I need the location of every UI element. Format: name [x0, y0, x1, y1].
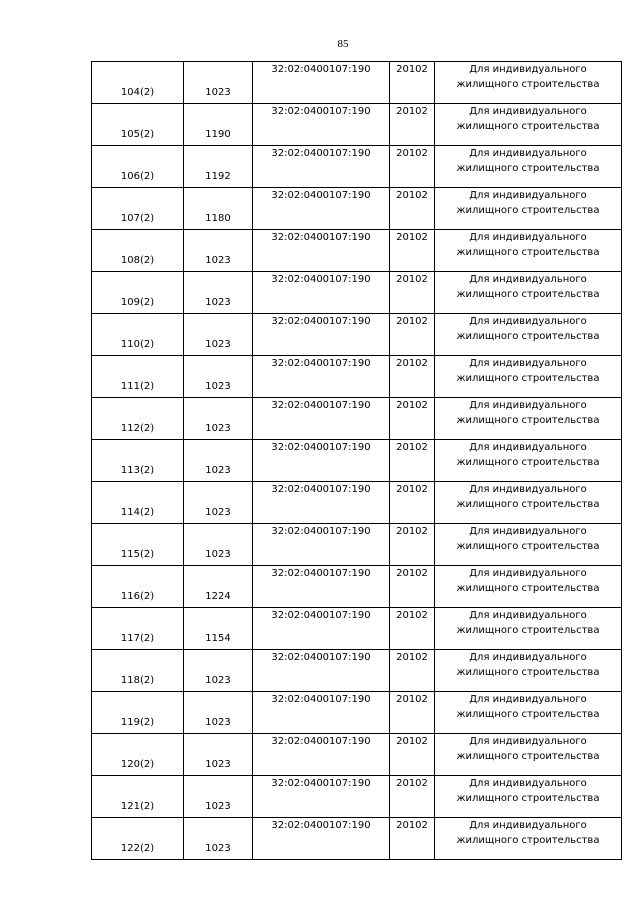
plot-number-cell: 104(2) [92, 62, 184, 104]
use-code-cell: 20102 [390, 650, 435, 692]
permitted-use-cell: Для индивидуального жилищного строительства [435, 230, 622, 272]
cadastral-number-cell: 32:02:0400107:190 [253, 188, 390, 230]
use-code-cell: 20102 [390, 524, 435, 566]
table-row [92, 608, 622, 650]
area-cell: 1224 [184, 566, 253, 608]
plot-number-cell: 120(2) [92, 734, 184, 776]
plot-number-cell: 116(2) [92, 566, 184, 608]
table-row [92, 440, 622, 482]
permitted-use-cell: Для индивидуального жилищного строительства [435, 104, 622, 146]
plot-number-cell: 110(2) [92, 314, 184, 356]
table-row [92, 566, 622, 608]
cadastral-number-cell: 32:02:0400107:190 [253, 524, 390, 566]
plot-number-cell: 106(2) [92, 146, 184, 188]
use-code-cell: 20102 [390, 692, 435, 734]
area-cell: 1180 [184, 188, 253, 230]
cadastral-number-cell: 32:02:0400107:190 [253, 776, 390, 818]
use-code-cell: 20102 [390, 62, 435, 104]
area-cell: 1023 [184, 440, 253, 482]
table-row [92, 62, 622, 104]
cadastral-number-cell: 32:02:0400107:190 [253, 566, 390, 608]
area-cell: 1023 [184, 272, 253, 314]
permitted-use-cell: Для индивидуального жилищного строительства [435, 440, 622, 482]
cadastral-number-cell: 32:02:0400107:190 [253, 608, 390, 650]
plot-number-cell: 112(2) [92, 398, 184, 440]
use-code-cell: 20102 [390, 440, 435, 482]
use-code-cell: 20102 [390, 230, 435, 272]
plot-number-cell: 113(2) [92, 440, 184, 482]
cadastral-number-cell: 32:02:0400107:190 [253, 482, 390, 524]
area-cell: 1023 [184, 692, 253, 734]
area-cell: 1023 [184, 62, 253, 104]
area-cell: 1192 [184, 146, 253, 188]
permitted-use-cell: Для индивидуального жилищного строительства [435, 356, 622, 398]
page-number: 85 [337, 38, 349, 50]
use-code-cell: 20102 [390, 146, 435, 188]
cadastral-number-cell: 32:02:0400107:190 [253, 230, 390, 272]
cadastral-number-cell: 32:02:0400107:190 [253, 650, 390, 692]
table-row [92, 524, 622, 566]
plot-number-cell: 119(2) [92, 692, 184, 734]
plot-number-cell: 122(2) [92, 818, 184, 860]
use-code-cell: 20102 [390, 356, 435, 398]
plot-number-cell: 118(2) [92, 650, 184, 692]
permitted-use-cell: Для индивидуального жилищного строительства [435, 734, 622, 776]
use-code-cell: 20102 [390, 482, 435, 524]
use-code-cell: 20102 [390, 398, 435, 440]
permitted-use-cell: Для индивидуального жилищного строительства [435, 482, 622, 524]
permitted-use-cell: Для индивидуального жилищного строительства [435, 398, 622, 440]
table-row [92, 650, 622, 692]
permitted-use-cell: Для индивидуального жилищного строительства [435, 566, 622, 608]
area-cell: 1023 [184, 776, 253, 818]
table-row [92, 692, 622, 734]
plot-number-cell: 111(2) [92, 356, 184, 398]
use-code-cell: 20102 [390, 776, 435, 818]
area-cell: 1023 [184, 230, 253, 272]
permitted-use-cell: Для индивидуального жилищного строительства [435, 314, 622, 356]
land-plots-table [91, 61, 622, 860]
permitted-use-cell: Для индивидуального жилищного строительства [435, 146, 622, 188]
area-cell: 1154 [184, 608, 253, 650]
table-row [92, 146, 622, 188]
area-cell: 1023 [184, 356, 253, 398]
cadastral-number-cell: 32:02:0400107:190 [253, 734, 390, 776]
area-cell: 1023 [184, 818, 253, 860]
use-code-cell: 20102 [390, 104, 435, 146]
table-body [92, 62, 622, 860]
cadastral-number-cell: 32:02:0400107:190 [253, 356, 390, 398]
area-cell: 1023 [184, 734, 253, 776]
plot-number-cell: 107(2) [92, 188, 184, 230]
area-cell: 1023 [184, 398, 253, 440]
table-row [92, 482, 622, 524]
table-row [92, 776, 622, 818]
plot-number-cell: 121(2) [92, 776, 184, 818]
table-row [92, 818, 622, 860]
use-code-cell: 20102 [390, 566, 435, 608]
permitted-use-cell: Для индивидуального жилищного строительства [435, 608, 622, 650]
table-row [92, 314, 622, 356]
plot-number-cell: 114(2) [92, 482, 184, 524]
table-row [92, 734, 622, 776]
cadastral-number-cell: 32:02:0400107:190 [253, 272, 390, 314]
cadastral-number-cell: 32:02:0400107:190 [253, 398, 390, 440]
table-row [92, 272, 622, 314]
table-row [92, 356, 622, 398]
permitted-use-cell: Для индивидуального жилищного строительства [435, 650, 622, 692]
table-row [92, 188, 622, 230]
plot-number-cell: 115(2) [92, 524, 184, 566]
use-code-cell: 20102 [390, 188, 435, 230]
plot-number-cell: 109(2) [92, 272, 184, 314]
area-cell: 1023 [184, 314, 253, 356]
plot-number-cell: 105(2) [92, 104, 184, 146]
permitted-use-cell: Для индивидуального жилищного строительства [435, 62, 622, 104]
plot-number-cell: 108(2) [92, 230, 184, 272]
area-cell: 1023 [184, 482, 253, 524]
cadastral-number-cell: 32:02:0400107:190 [253, 692, 390, 734]
permitted-use-cell: Для индивидуального жилищного строительства [435, 272, 622, 314]
plot-number-cell: 117(2) [92, 608, 184, 650]
cadastral-number-cell: 32:02:0400107:190 [253, 440, 390, 482]
area-cell: 1190 [184, 104, 253, 146]
cadastral-number-cell: 32:02:0400107:190 [253, 104, 390, 146]
use-code-cell: 20102 [390, 314, 435, 356]
cadastral-number-cell: 32:02:0400107:190 [253, 314, 390, 356]
table-row [92, 398, 622, 440]
permitted-use-cell: Для индивидуального жилищного строительства [435, 692, 622, 734]
use-code-cell: 20102 [390, 608, 435, 650]
use-code-cell: 20102 [390, 818, 435, 860]
cadastral-number-cell: 32:02:0400107:190 [253, 146, 390, 188]
table-row [92, 104, 622, 146]
cadastral-number-cell: 32:02:0400107:190 [253, 818, 390, 860]
area-cell: 1023 [184, 650, 253, 692]
area-cell: 1023 [184, 524, 253, 566]
use-code-cell: 20102 [390, 272, 435, 314]
permitted-use-cell: Для индивидуального жилищного строительства [435, 818, 622, 860]
use-code-cell: 20102 [390, 734, 435, 776]
table-row [92, 230, 622, 272]
permitted-use-cell: Для индивидуального жилищного строительства [435, 524, 622, 566]
permitted-use-cell: Для индивидуального жилищного строительства [435, 776, 622, 818]
permitted-use-cell: Для индивидуального жилищного строительства [435, 188, 622, 230]
cadastral-number-cell: 32:02:0400107:190 [253, 62, 390, 104]
